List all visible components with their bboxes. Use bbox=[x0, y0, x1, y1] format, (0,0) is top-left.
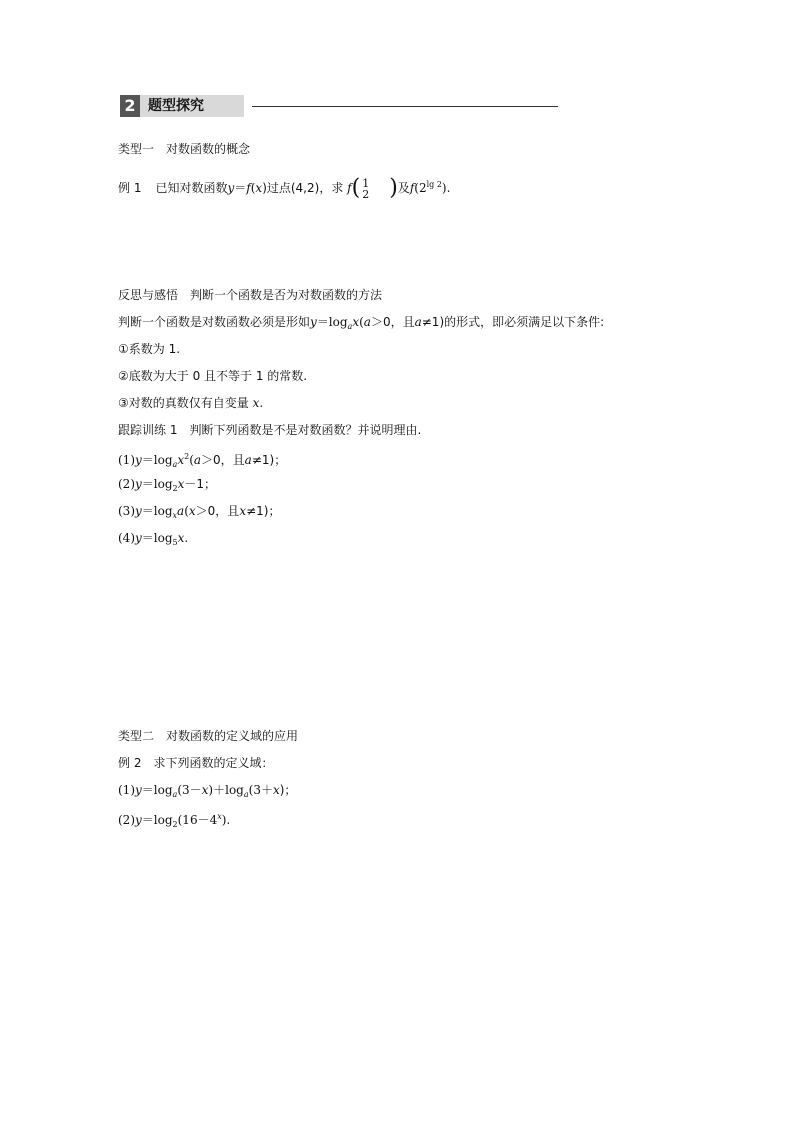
var: a bbox=[244, 453, 252, 467]
text: ≠1)； bbox=[251, 453, 287, 467]
var: x bbox=[177, 531, 185, 545]
text: (3) bbox=[118, 504, 135, 518]
var: a bbox=[193, 453, 202, 467]
right-paren: ) bbox=[389, 175, 398, 201]
exercise-item-3 bbox=[118, 502, 280, 525]
tracking-exercise-1: 跟踪训练 1 判断下列函数是不是对数函数？并说明理由. bbox=[118, 423, 422, 437]
reflection-heading: 反思与感悟 判断一个函数是否为对数函数的方法 bbox=[118, 288, 383, 302]
var: y bbox=[135, 504, 142, 518]
exercise-item-4 bbox=[118, 529, 188, 552]
text: )＋log bbox=[208, 783, 244, 797]
section-number: 2 bbox=[120, 95, 140, 117]
var: x bbox=[188, 504, 196, 518]
text: (16－4 bbox=[177, 813, 218, 827]
var: y bbox=[135, 477, 142, 491]
fraction-denominator: 2 bbox=[362, 187, 370, 201]
text: ＝ bbox=[234, 181, 247, 195]
subscript: a bbox=[347, 322, 353, 331]
text: ＝log bbox=[141, 504, 173, 518]
var: x bbox=[177, 477, 185, 491]
text: (1) bbox=[118, 453, 135, 467]
text: (3－ bbox=[177, 783, 202, 797]
left-paren: ( bbox=[351, 175, 361, 201]
subscript: a bbox=[243, 790, 249, 799]
type2-heading: 类型二 对数函数的定义域的应用 bbox=[118, 729, 299, 743]
text: ＝log bbox=[141, 531, 173, 545]
text: )过点(4,2)，求 bbox=[262, 181, 344, 195]
var: a bbox=[177, 504, 185, 518]
var: x bbox=[177, 453, 185, 467]
example-1-label: 例 1 bbox=[118, 181, 142, 195]
text: (2) bbox=[118, 813, 135, 827]
var: x bbox=[252, 396, 260, 410]
text: ③对数的真数仅有自变量 bbox=[118, 396, 249, 410]
text: )； bbox=[279, 783, 297, 797]
subscript: x bbox=[172, 511, 178, 520]
text: ≠1)； bbox=[246, 504, 281, 518]
text: ＝log bbox=[141, 783, 173, 797]
superscript: x bbox=[217, 812, 222, 821]
text: . bbox=[184, 531, 189, 545]
fraction bbox=[362, 178, 369, 200]
text: ＞0，且 bbox=[195, 504, 240, 518]
section-divider bbox=[252, 106, 558, 107]
subscript: 2 bbox=[172, 484, 178, 493]
text: ＞0，且 bbox=[201, 453, 245, 467]
var: y bbox=[310, 315, 317, 329]
var: a bbox=[363, 315, 371, 329]
text: ( bbox=[359, 315, 364, 329]
section-header bbox=[120, 95, 438, 119]
text: . bbox=[259, 396, 264, 410]
superscript: 2 bbox=[184, 452, 190, 461]
exercise-item-1 bbox=[118, 448, 286, 474]
var: a bbox=[414, 315, 422, 329]
exercise-item-2 bbox=[118, 475, 216, 498]
text: －1； bbox=[184, 477, 217, 491]
condition-3 bbox=[118, 394, 263, 412]
example-2-item-1 bbox=[118, 781, 296, 804]
text: ( bbox=[189, 453, 194, 467]
condition-1: ①系数为 1. bbox=[118, 342, 181, 356]
var: f bbox=[409, 181, 415, 195]
type1-heading: 类型一 对数函数的概念 bbox=[118, 142, 251, 156]
text: ＝log bbox=[141, 453, 173, 467]
text: (4) bbox=[118, 531, 135, 545]
var: x bbox=[352, 315, 360, 329]
text: 已知对数函数 bbox=[155, 181, 228, 195]
var: x bbox=[255, 181, 263, 195]
example-2: 例 2 求下列函数的定义域： bbox=[118, 756, 274, 770]
subscript: a bbox=[172, 790, 178, 799]
example-2-item-2 bbox=[118, 808, 230, 834]
var: y bbox=[135, 813, 142, 827]
section-title: 题型探究 bbox=[140, 95, 244, 117]
text: ＝log bbox=[316, 315, 348, 329]
text: (1) bbox=[118, 783, 135, 797]
var: f bbox=[347, 181, 352, 195]
condition-2: ②底数为大于 0 且不等于 1 的常数. bbox=[118, 369, 308, 383]
text: ≠1)的形式，即必须满足以下条件: bbox=[421, 315, 605, 329]
text: 及 bbox=[397, 181, 410, 195]
var: y bbox=[227, 181, 235, 195]
text: ＝log bbox=[141, 813, 173, 827]
var: x bbox=[201, 783, 209, 797]
text: ＝log bbox=[141, 477, 173, 491]
subscript: 2 bbox=[172, 820, 178, 829]
text: ). bbox=[221, 813, 231, 827]
var: y bbox=[135, 783, 142, 797]
subscript: 5 bbox=[172, 538, 178, 547]
var: y bbox=[135, 531, 142, 545]
var: x bbox=[239, 504, 247, 518]
text: ). bbox=[441, 181, 451, 195]
text: (2 bbox=[414, 181, 427, 195]
text: ＞0，且 bbox=[370, 315, 415, 329]
example-1 bbox=[118, 176, 450, 200]
text: ( bbox=[184, 504, 189, 518]
text: (2) bbox=[118, 477, 135, 491]
subscript: a bbox=[172, 460, 178, 469]
var: y bbox=[135, 453, 142, 467]
superscript: lg 2 bbox=[426, 180, 442, 189]
var: x bbox=[272, 783, 280, 797]
text: (3＋ bbox=[248, 783, 273, 797]
text: 判断一个函数是对数函数必须是形如 bbox=[118, 315, 311, 329]
var: f bbox=[246, 181, 251, 195]
judge-paragraph bbox=[118, 313, 604, 336]
text: ( bbox=[250, 181, 256, 195]
fraction-numerator: 1 bbox=[362, 176, 370, 190]
